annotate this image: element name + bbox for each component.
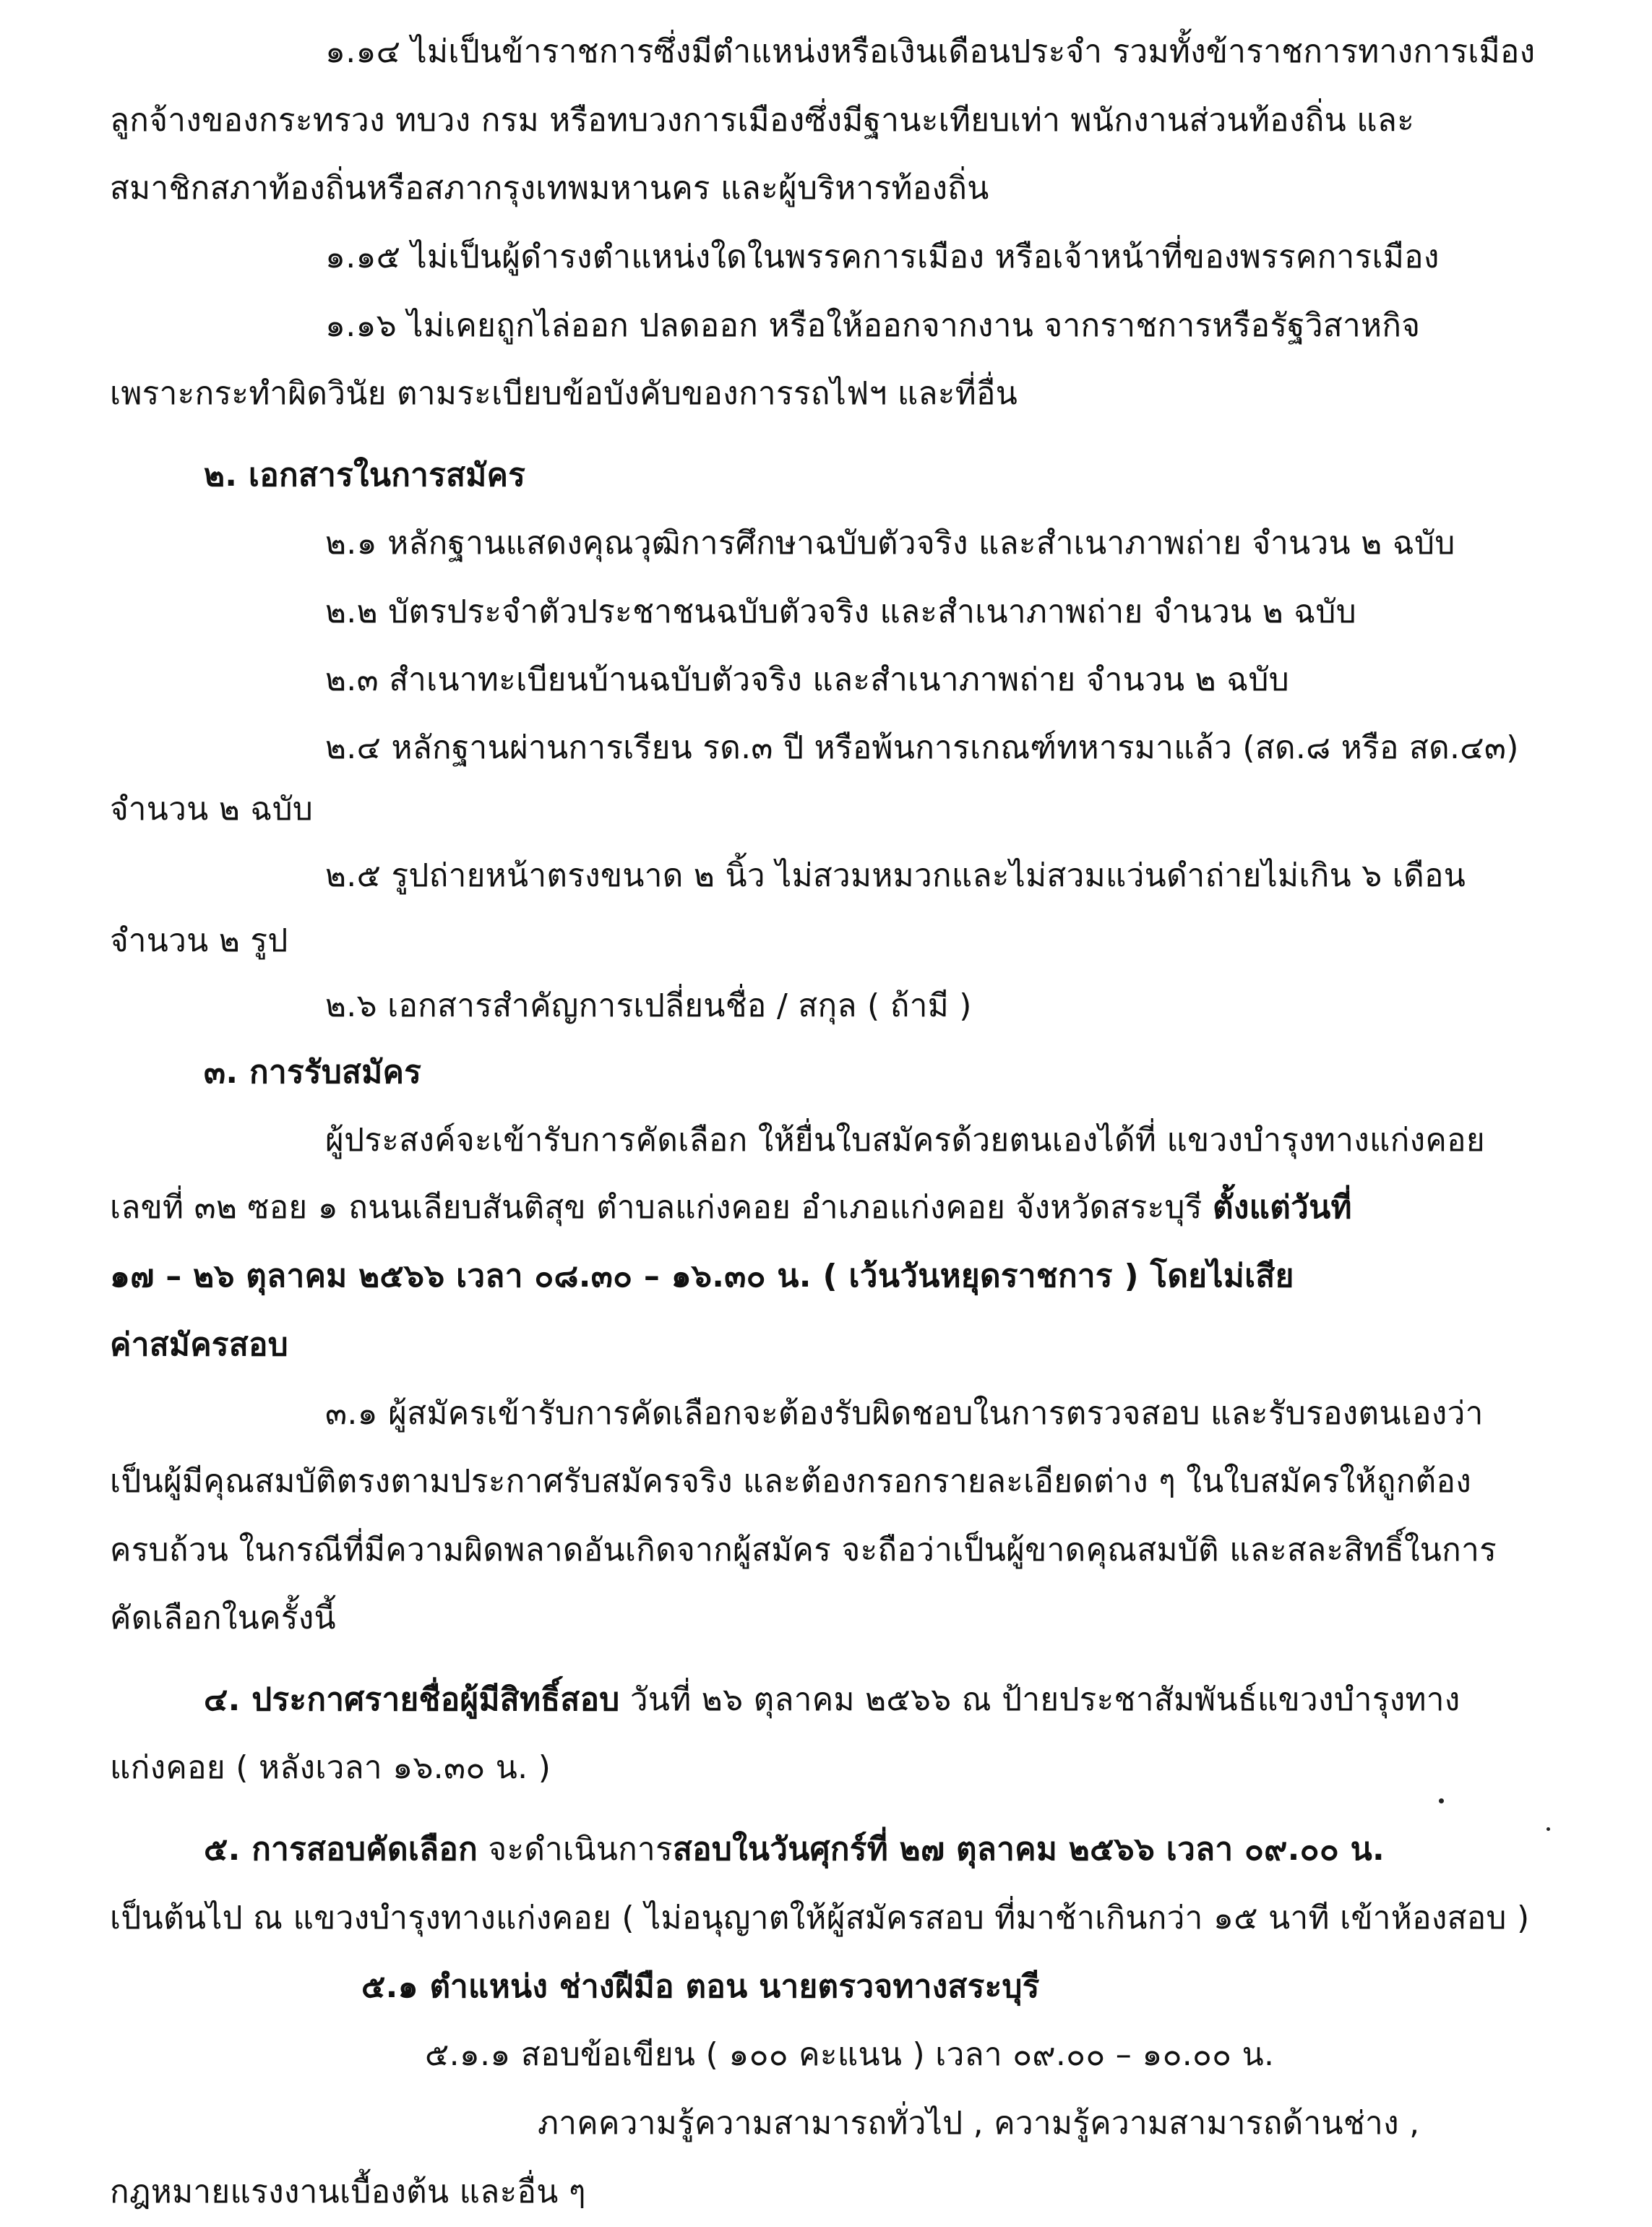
section-3-heading: ๓. การรับสมัคร	[204, 1054, 422, 1091]
section-3-line4: ค่าสมัครสอบ	[110, 1326, 288, 1363]
section-5-exam-date: สอบในวันศุกร์ที่ ๒๗ ตุลาคม ๒๕๖๖ เวลา ๐๙.๐๐ น.	[672, 1831, 1385, 1868]
item-3-1-line3: ครบถ้วน ในกรณีที่มีความผิดพลาดอันเกิดจากผู้สมัคร จะถือว่าเป็นผู้ขาดคุณสมบัติ และสละสิทธิ์ในการ	[110, 1532, 1497, 1569]
item-2-5-line2: จำนวน ๒ รูป	[110, 922, 288, 959]
section-3-line3: ๑๗ – ๒๖ ตุลาคม ๒๕๖๖ เวลา ๐๘.๓๐ – ๑๖.๓๐ น. ( เว้นวันหยุดราชการ ) โดยไม่เสีย	[110, 1258, 1294, 1295]
item-2-3: ๒.๓ สำเนาทะเบียนบ้านฉบับตัวจริง และสำเนาภาพถ่าย จำนวน ๒ ฉบับ	[325, 661, 1289, 698]
item-3-1-line2: เป็นผู้มีคุณสมบัติตรงตามประกาศรับสมัครจริง และต้องกรอกรายละเอียดต่าง ๆ ในใบสมัครให้ถูกต้อง	[110, 1463, 1472, 1500]
item-1-15: ๑.๑๕ ไม่เป็นผู้ดำรงตำแหน่งใดในพรรคการเมือง หรือเจ้าหน้าที่ของพรรคการเมือง	[325, 239, 1440, 275]
item-1-14-line1: ๑.๑๔ ไม่เป็นข้าราชการซึ่งมีตำแหน่งหรือเงินเดือนประจำ รวมทั้งข้าราชการทางการเมือง	[325, 33, 1536, 70]
item-2-4-line2: จำนวน ๒ ฉบับ	[110, 791, 314, 828]
item-3-1-line4: คัดเลือกในครั้งนี้	[110, 1600, 336, 1636]
section-3-line1: ผู้ประสงค์จะเข้ารับการคัดเลือก ให้ยื่นใบสมัครด้วยตนเองได้ที่ แขวงบำรุงทางแก่งคอย	[325, 1122, 1485, 1159]
scan-speck	[1439, 1798, 1444, 1803]
item-1-14-line3: สมาชิกสภาท้องถิ่นหรือสภากรุงเทพมหานคร และผู้บริหารท้องถิ่น	[110, 170, 989, 207]
section-4-line1	[204, 1678, 1460, 1722]
section-5-line2: เป็นต้นไป ณ แขวงบำรุงทางแก่งคอย ( ไม่อนุญาตให้ผู้สมัครสอบ ที่มาช้าเกินกว่า ๑๕ นาที เข้าห้องสอบ )	[110, 1900, 1530, 1936]
section-4-heading: ๔. ประกาศรายชื่อผู้มีสิทธิ์สอบ	[204, 1681, 620, 1718]
item-3-1-line1: ๓.๑ ผู้สมัครเข้ารับการคัดเลือกจะต้องรับผิดชอบในการตรวจสอบ และรับรองตนเองว่า	[325, 1395, 1484, 1432]
section-3-address: เลขที่ ๓๒ ซอย ๑ ถนนเลียบสันติสุข ตำบลแก่งคอย อำเภอแก่งคอย จังหวัดสระบุรี	[110, 1189, 1213, 1226]
item-5-1-1-topics-line2: กฎหมายแรงงานเบื้องต้น และอื่น ๆ	[110, 2174, 586, 2210]
item-5-1-1-written-exam: ๕.๑.๑ สอบข้อเขียน ( ๑๐๐ คะแนน ) เวลา ๐๙.๐๐ – ๑๐.๐๐ น.	[425, 2036, 1275, 2073]
item-2-2: ๒.๒ บัตรประจำตัวประชาชนฉบับตัวจริง และสำเนาภาพถ่าย จำนวน ๒ ฉบับ	[325, 593, 1357, 630]
section-5-line1	[204, 1828, 1385, 1871]
scan-speck	[1546, 1827, 1550, 1831]
section-5-heading: ๕. การสอบคัดเลือก	[204, 1831, 478, 1868]
section-4-line2: แก่งคอย ( หลังเวลา ๑๖.๓๐ น. )	[110, 1749, 551, 1786]
item-5-1-1-topics-line1: ภาคความรู้ความสามารถทั่วไป , ความรู้ความสามารถด้านช่าง ,	[538, 2105, 1420, 2142]
item-2-5-line1: ๒.๕ รูปถ่ายหน้าตรงขนาด ๒ นิ้ว ไม่สวมหมวกและไม่สวมแว่นดำถ่ายไม่เกิน ๖ เดือน	[325, 857, 1466, 894]
section-3-line2	[110, 1186, 1352, 1230]
item-1-14-line2: ลูกจ้างของกระทรวง ทบวง กรม หรือทบวงการเมืองซึ่งมีฐานะเทียบเท่า พนักงานส่วนท้องถิ่น และ	[110, 102, 1415, 139]
section-2-heading: ๒. เอกสารในการสมัคร	[204, 457, 526, 494]
section-5-intro: จะดำเนินการ	[478, 1831, 673, 1868]
item-1-16-line1: ๑.๑๖ ไม่เคยถูกไล่ออก ปลดออก หรือให้ออกจากงาน จากราชการหรือรัฐวิสาหกิจ	[325, 307, 1421, 344]
item-5-1-position: ๕.๑ ตำแหน่ง ช่างฝีมือ ตอน นายตรวจทางสระบุรี	[361, 1968, 1040, 2005]
section-3-start-date: ตั้งแต่วันที่	[1212, 1189, 1352, 1226]
item-2-4-line1: ๒.๔ หลักฐานผ่านการเรียน รด.๓ ปี หรือพ้นการเกณฑ์ทหารมาแล้ว (สด.๘ หรือ สด.๔๓)	[325, 729, 1519, 766]
item-1-16-line2: เพราะกระทำผิดวินัย ตามระเบียบข้อบังคับของการรถไฟฯ และที่อื่น	[110, 375, 1018, 412]
section-4-date: วันที่ ๒๖ ตุลาคม ๒๕๖๖ ณ ป้ายประชาสัมพันธ์แขวงบำรุงทาง	[619, 1681, 1460, 1718]
item-2-1: ๒.๑ หลักฐานแสดงคุณวุฒิการศึกษาฉบับตัวจริง และสำเนาภาพถ่าย จำนวน ๒ ฉบับ	[325, 525, 1455, 562]
item-2-6: ๒.๖ เอกสารสำคัญการเปลี่ยนชื่อ / สกุล ( ถ้ามี )	[325, 987, 972, 1024]
